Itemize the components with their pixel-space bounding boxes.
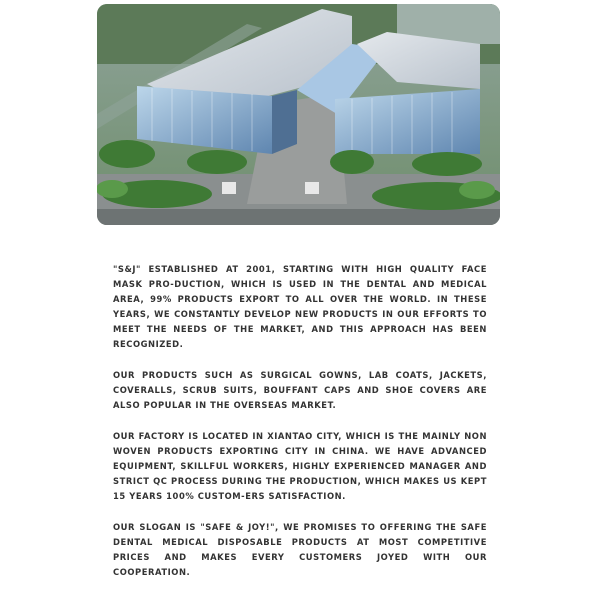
paragraph-slogan: OUR SLOGAN IS "SAFE & JOY!", WE PROMISES TO OFFERING THE SAFE DENTAL MEDICAL DISPOSABLE PRODUCTS AT MOST COMPETITIVE PRICES AND MAKES EVERY CUSTOMERS JOYED WITH OUR COOPERATION. [113,522,487,577]
paragraph-history: "S&J" ESTABLISHED AT 2001, STARTING WITH HIGH QUALITY FACE MASK PRO-DUCTION, WHICH IS USED IN THE DENTAL AND MEDICAL AREA, 99% PRODUCTS EXPORT TO ALL OVER THE WORLD. IN THESE YEARS, WE CONSTANTLY DEVELOP NEW PRODUCTS IN OUR EFFORTS TO MEET THE NEEDS OF THE MARKET, AND THIS APPROACH HAS BEEN RECOGNIZED. [113,264,487,349]
paragraph-factory: OUR FACTORY IS LOCATED IN XIANTAO CITY, WHICH IS THE MAINLY NON WOVEN PRODUCTS EXPORTING CITY IN CHINA. WE HAVE ADVANCED EQUIPMENT, SKILLFUL WORKERS, HIGHLY EXPERIENCED MANAGER AND STRICT QC PROCESS DURING THE PRODUCTION, WHICH MAKES US KEPT 15 YEARS 100% CUSTOM-ERS SATISFACTION. [113,431,487,501]
factory-photo [97,4,500,225]
company-description [113,262,487,596]
paragraph-products: OUR PRODUCTS SUCH AS SURGICAL GOWNS, LAB COATS, JACKETS, COVERALLS, SCRUB SUITS, BOUFFANT CAPS AND SHOE COVERS ARE ALSO POPULAR IN THE OVERSEAS MARKET. [113,370,487,410]
